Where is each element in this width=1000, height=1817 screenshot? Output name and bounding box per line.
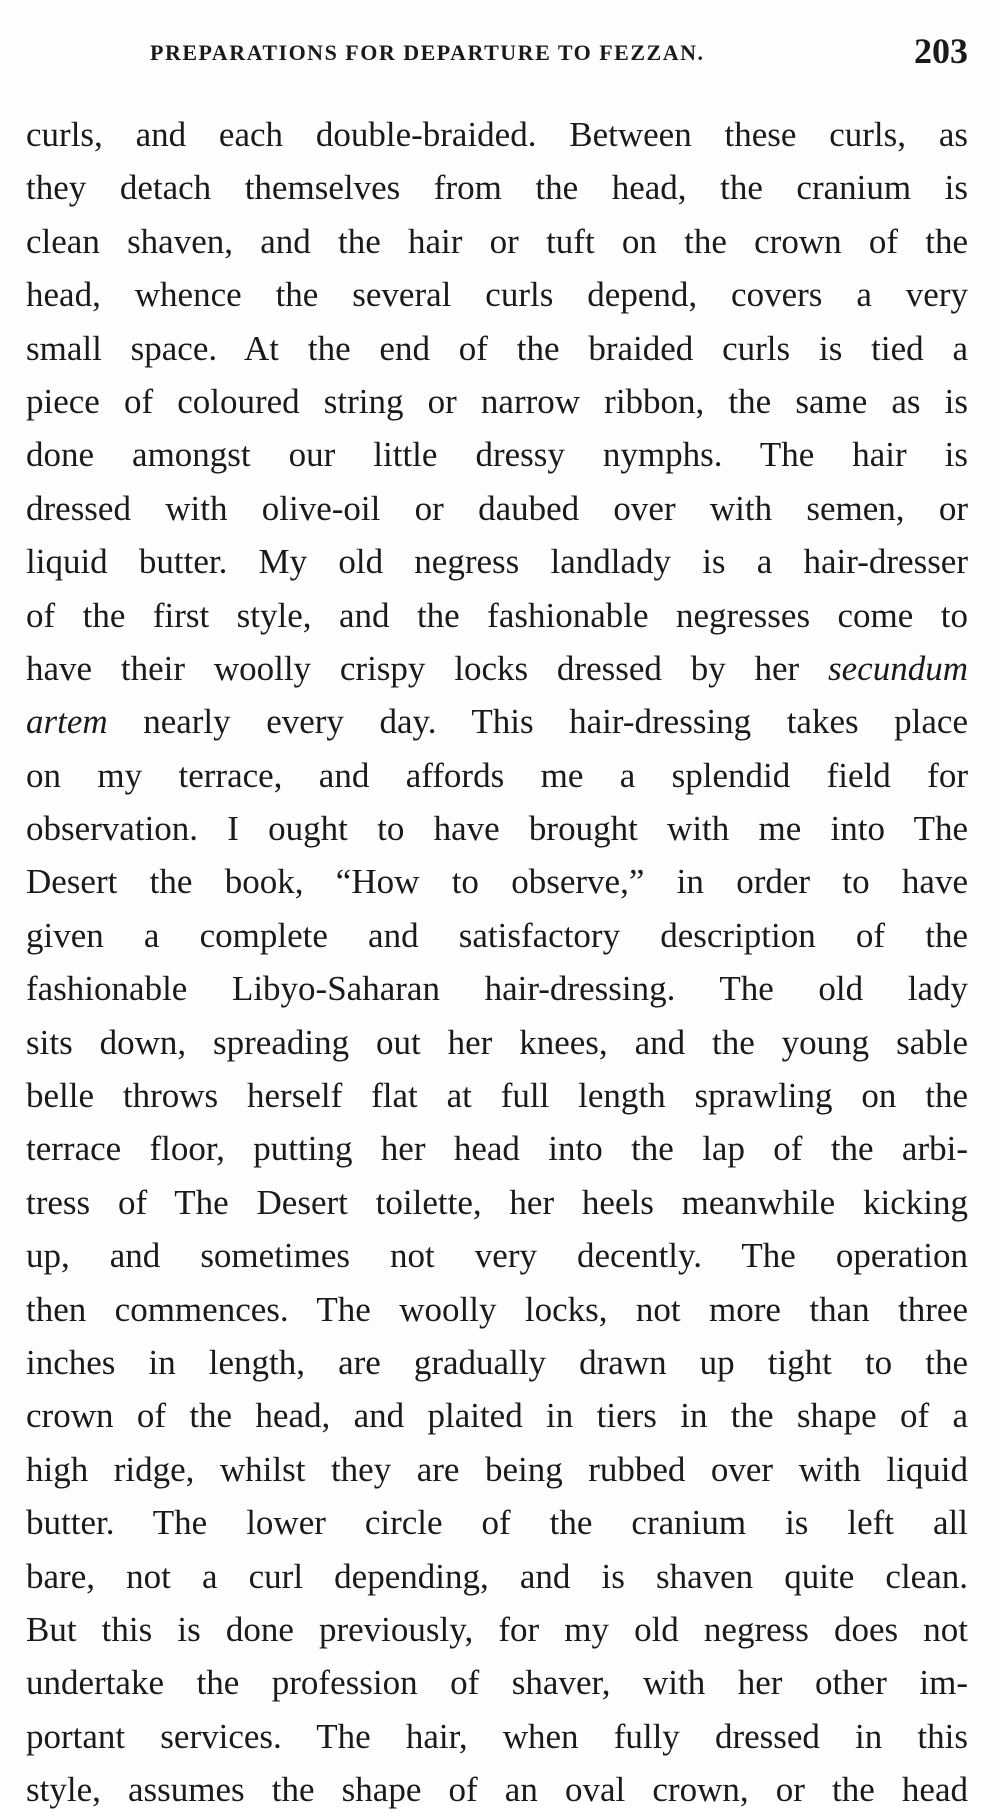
text-line: fashionable Libyo-Saharan hair-dressing. The old lady [26,969,968,1009]
running-title: PREPARATIONS FOR DEPARTURE TO FEZZAN. [150,40,705,65]
text-line: then commences. The woolly locks, not more than three [26,1289,968,1329]
text-line: observation. I ought to have brought with me into The [26,809,968,849]
text-line: Desert the book, “How to observe,” in order to have [26,862,968,902]
text-line: sits down, spreading out her knees, and the young sable [26,1022,968,1062]
text-line: given a complete and satisfactory description of the [26,915,968,955]
text-line: crown of the head, and plaited in tiers in the shape of a [26,1396,968,1436]
text-line: curls, and each double-braided. Between these curls, as [26,115,968,154]
italic-phrase: artem [26,702,108,742]
text-line: up, and sometimes not very decently. The operation [26,1236,968,1276]
text-line: high ridge, whilst they are being rubbed over with liquid [26,1449,968,1489]
text-line: they detach themselves from the head, the cranium is [26,168,968,208]
text-line: portant services. The hair, when fully dressed in this [26,1716,968,1756]
text-line: small space. At the end of the braided curls is tied a [26,328,968,368]
page-number: 203 [914,31,968,71]
text-line: belle throws herself flat at full length sprawling on the [26,1076,968,1116]
text-line: terrace floor, putting her head into the lap of the arbi- [26,1129,968,1169]
text-line: artem nearly every day. This hair-dressing takes place [26,702,968,742]
text-line: liquid butter. My old negress landlady is a hair-dresser [26,542,968,582]
text-line: clean shaven, and the hair or tuft on the crown of the [26,221,968,261]
body-text [26,108,968,1817]
text-line: undertake the profession of shaver, with her other im- [26,1663,968,1703]
italic-phrase: secundum [828,648,968,688]
text-line: dressed with olive-oil or daubed over with semen, or [26,488,968,528]
text-line: piece of coloured string or narrow ribbon, the same as is [26,381,968,421]
running-head [130,30,968,80]
text-line: on my terrace, and affords me a splendid field for [26,755,968,795]
text-line: of the first style, and the fashionable negresses come to [26,595,968,635]
text-line: inches in length, are gradually drawn up tight to the [26,1342,968,1382]
text-line: style, assumes the shape of an oval crown, or the head [26,1770,968,1810]
text-line: butter. The lower circle of the cranium is left all [26,1503,968,1543]
text-line: bare, not a curl depending, and is shaven quite clean. [26,1556,968,1596]
text-line: tress of The Desert toilette, her heels meanwhile kicking [26,1182,968,1222]
text-line: done amongst our little dressy nymphs. The hair is [26,435,968,475]
text-line: have their woolly crispy locks dressed by her secundum [26,648,968,688]
text-line: head, whence the several curls depend, covers a very [26,275,968,315]
text-line: But this is done previously, for my old negress does not [26,1609,968,1649]
